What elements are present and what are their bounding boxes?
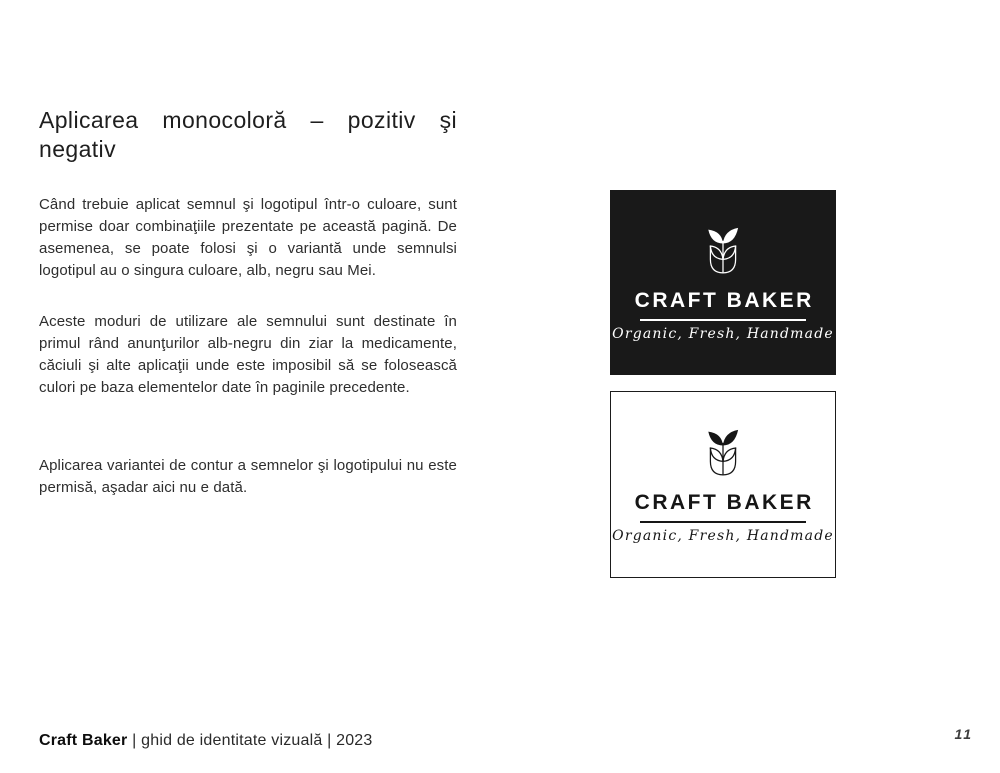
logo-wordmark: CRAFT BAKER bbox=[634, 490, 814, 514]
tulip-sprout-icon bbox=[702, 224, 744, 278]
logo-tagline: Organic, Fresh, Handmade bbox=[612, 325, 834, 342]
page-number: 11 bbox=[954, 726, 973, 742]
tulip-sprout-icon bbox=[702, 426, 744, 480]
page-title: Aplicarea monocoloră – pozitiv şi negativ bbox=[39, 107, 457, 162]
logo-variant-negative bbox=[610, 391, 836, 578]
body-paragraph-3: Aplicarea variantei de contur a semnelor şi logotipului nu este permisă, aşadar aici nu e dată. bbox=[39, 457, 457, 496]
body-paragraph-2: Aceste moduri de utilizare ale semnului sunt destinate în primul rând anunţurilor alb-negru din ziar la medicamente, căciuli şi alte aplicaţii unde este imposibil să se folosească culori pe baza elementelor date în paginile precedente. bbox=[39, 313, 457, 396]
text-column bbox=[39, 106, 457, 499]
footer-brand-name: Craft Baker bbox=[39, 732, 128, 749]
document-footer bbox=[39, 732, 373, 750]
logo-variant-positive bbox=[610, 190, 836, 375]
logo-lockup bbox=[612, 224, 834, 342]
body-paragraph-1: Când trebuie aplicat semnul şi logotipul într-o culoare, sunt permise doar combinaţiile prezentate pe această pagină. De asemenea, se poate folosi şi o variantă unde semnulsi logotipul au o singura culoare, alb, negru sau Mei. bbox=[39, 196, 457, 279]
logo-lockup bbox=[612, 426, 834, 544]
logo-divider-rule bbox=[640, 319, 806, 321]
logo-tagline: Organic, Fresh, Handmade bbox=[612, 527, 834, 544]
logo-wordmark: CRAFT BAKER bbox=[634, 288, 814, 312]
logo-divider-rule bbox=[640, 521, 806, 523]
footer-subtitle: | ghid de identitate vizuală | 2023 bbox=[132, 732, 373, 749]
